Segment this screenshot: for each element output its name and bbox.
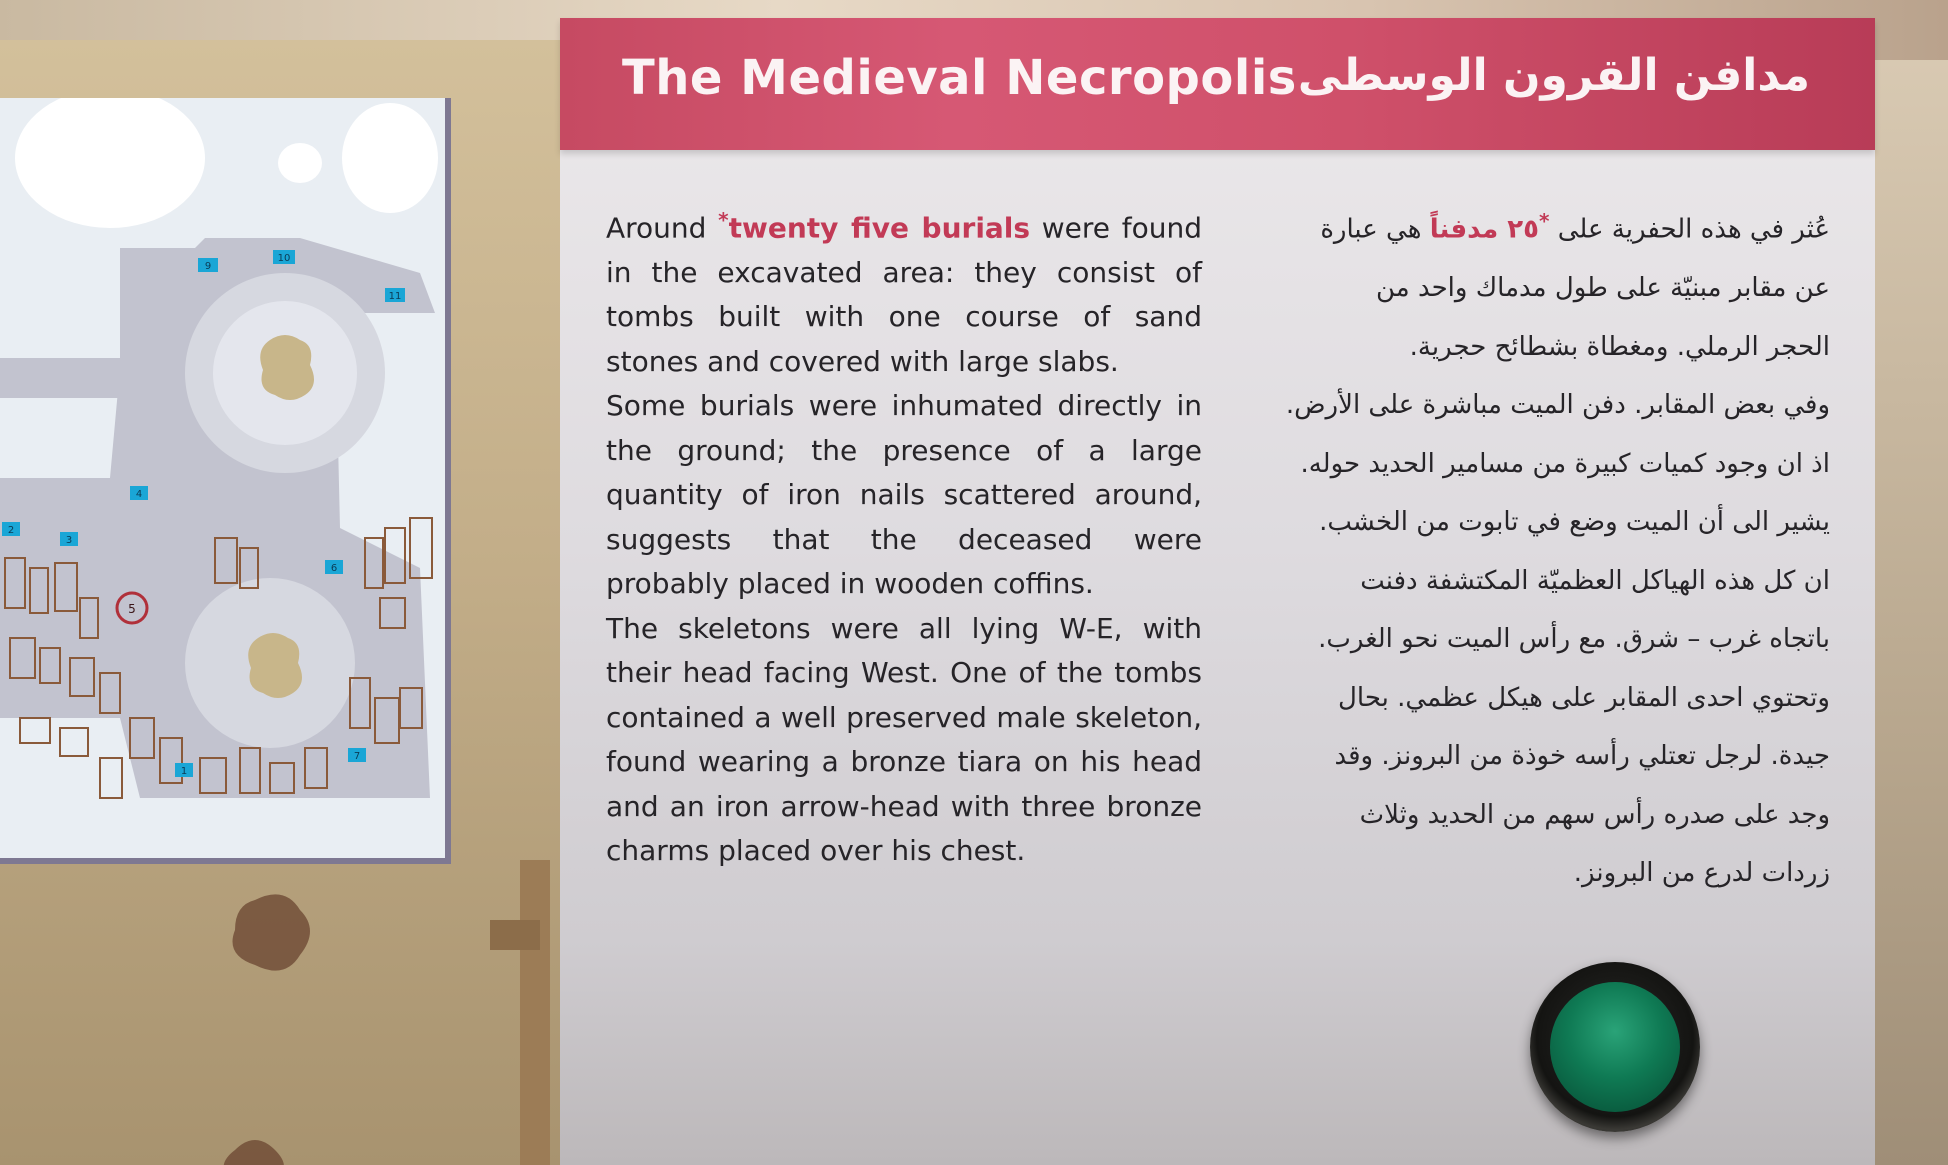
plan-marker-label: 2 — [7, 525, 15, 536]
asterisk-mark: * — [1539, 209, 1550, 233]
text-ar-line: الحجر الرملي. ومغطاة بشطائح حجرية. — [1409, 331, 1830, 362]
title-english: The Medieval Necropolis — [622, 50, 1297, 106]
plan-marker-label: 6 — [330, 563, 338, 574]
english-text — [606, 198, 1202, 874]
plan-wall-notch — [490, 920, 540, 950]
fountain-shape — [248, 633, 302, 698]
text-ar-line: وجد على صدره رأس سهم من الحديد وثلاث — [1359, 799, 1830, 830]
plan-marker-label: 7 — [353, 751, 361, 762]
dome-shape — [342, 103, 438, 213]
text-ar-line: زردات لدرع من البرونز. — [1573, 858, 1830, 889]
plan-marker-label: 11 — [388, 291, 402, 302]
plan-marker-label: 9 — [204, 261, 212, 272]
text-en-p1-end: were found in the excavated area: they consist of tombs built with one course of sand stones and covered with large slabs. — [606, 211, 1202, 378]
plan-wall-edge — [520, 860, 550, 1165]
text-en-p1-start: Around — [606, 211, 719, 245]
text-ar-line: باتجاه غرب – شرق. مع رأس الميت نحو الغرب. — [1318, 624, 1830, 655]
site-plan-panel — [0, 40, 560, 1165]
text-ar-line: اذ ان وجود كميات كبيرة من مسامير الحديد حوله. — [1300, 448, 1830, 479]
site-plan-drawing — [0, 98, 445, 858]
asterisk-mark: * — [718, 208, 729, 232]
plan-marker-label: 10 — [277, 253, 291, 264]
arabic-text — [1262, 192, 1830, 903]
text-ar-line1-end: هي عبارة — [1320, 214, 1422, 245]
highlight-burials: twenty five burials — [728, 211, 1031, 245]
text-ar-line: ان كل هذه الهياكل العظميّة المكتشفة دفنت — [1360, 565, 1830, 596]
excavation-area — [0, 358, 120, 398]
audio-push-button[interactable] — [1530, 962, 1700, 1132]
text-ar-line: عن مقابر مبنيّة على طول مدماك واحد من — [1375, 273, 1830, 304]
text-ar-line: جيدة. لرجل تعتلي رأسه خوذة من البرونز. وقد — [1334, 741, 1830, 772]
push-button-face[interactable] — [1550, 982, 1680, 1112]
plan-pillar-shape — [233, 894, 311, 970]
text-ar-line: يشير الى أن الميت وضع في تابوت من الخشب. — [1319, 507, 1830, 538]
text-ar-line: وفي بعض المقابر. دفن الميت مباشرة على الأرض. — [1285, 390, 1830, 421]
highlight-count-arabic: ٢٥ مدفناً — [1429, 214, 1540, 245]
plan-marker-label: 1 — [180, 766, 188, 777]
dome-shape — [15, 98, 205, 228]
title-arabic: مدافن القرون الوسطى — [1297, 50, 1810, 101]
plan-marker-label: 4 — [135, 489, 143, 500]
plan-marker-label: 3 — [65, 535, 73, 546]
plan-marker-label: 5 — [128, 602, 136, 616]
text-ar-line — [1262, 192, 1830, 259]
text-en-p3: The skeletons were all lying W-E, with their head facing West. One of the tombs contained a well preserved male skeleton, found wearing a bronze tiara on his head and an iron arrow-head with three bronze charms placed over his chest. — [606, 611, 1202, 868]
plan-pillar-shape — [224, 1140, 284, 1165]
text-ar-line1-start: عُثر في هذه الحفرية على — [1557, 214, 1830, 245]
plan-lower-shapes — [0, 860, 560, 1165]
site-plan-map — [0, 98, 451, 864]
fountain-shape — [260, 335, 314, 400]
text-ar-line: وتحتوي احدى المقابر على هيكل عظمي. بحال — [1338, 682, 1830, 713]
text-en-p2: Some burials were inhumated directly in the ground; the presence of a large quantity of iron nails scattered around, suggests that the deceased were probably placed in wooden coffins. — [606, 389, 1202, 601]
dome-shape — [278, 143, 322, 183]
